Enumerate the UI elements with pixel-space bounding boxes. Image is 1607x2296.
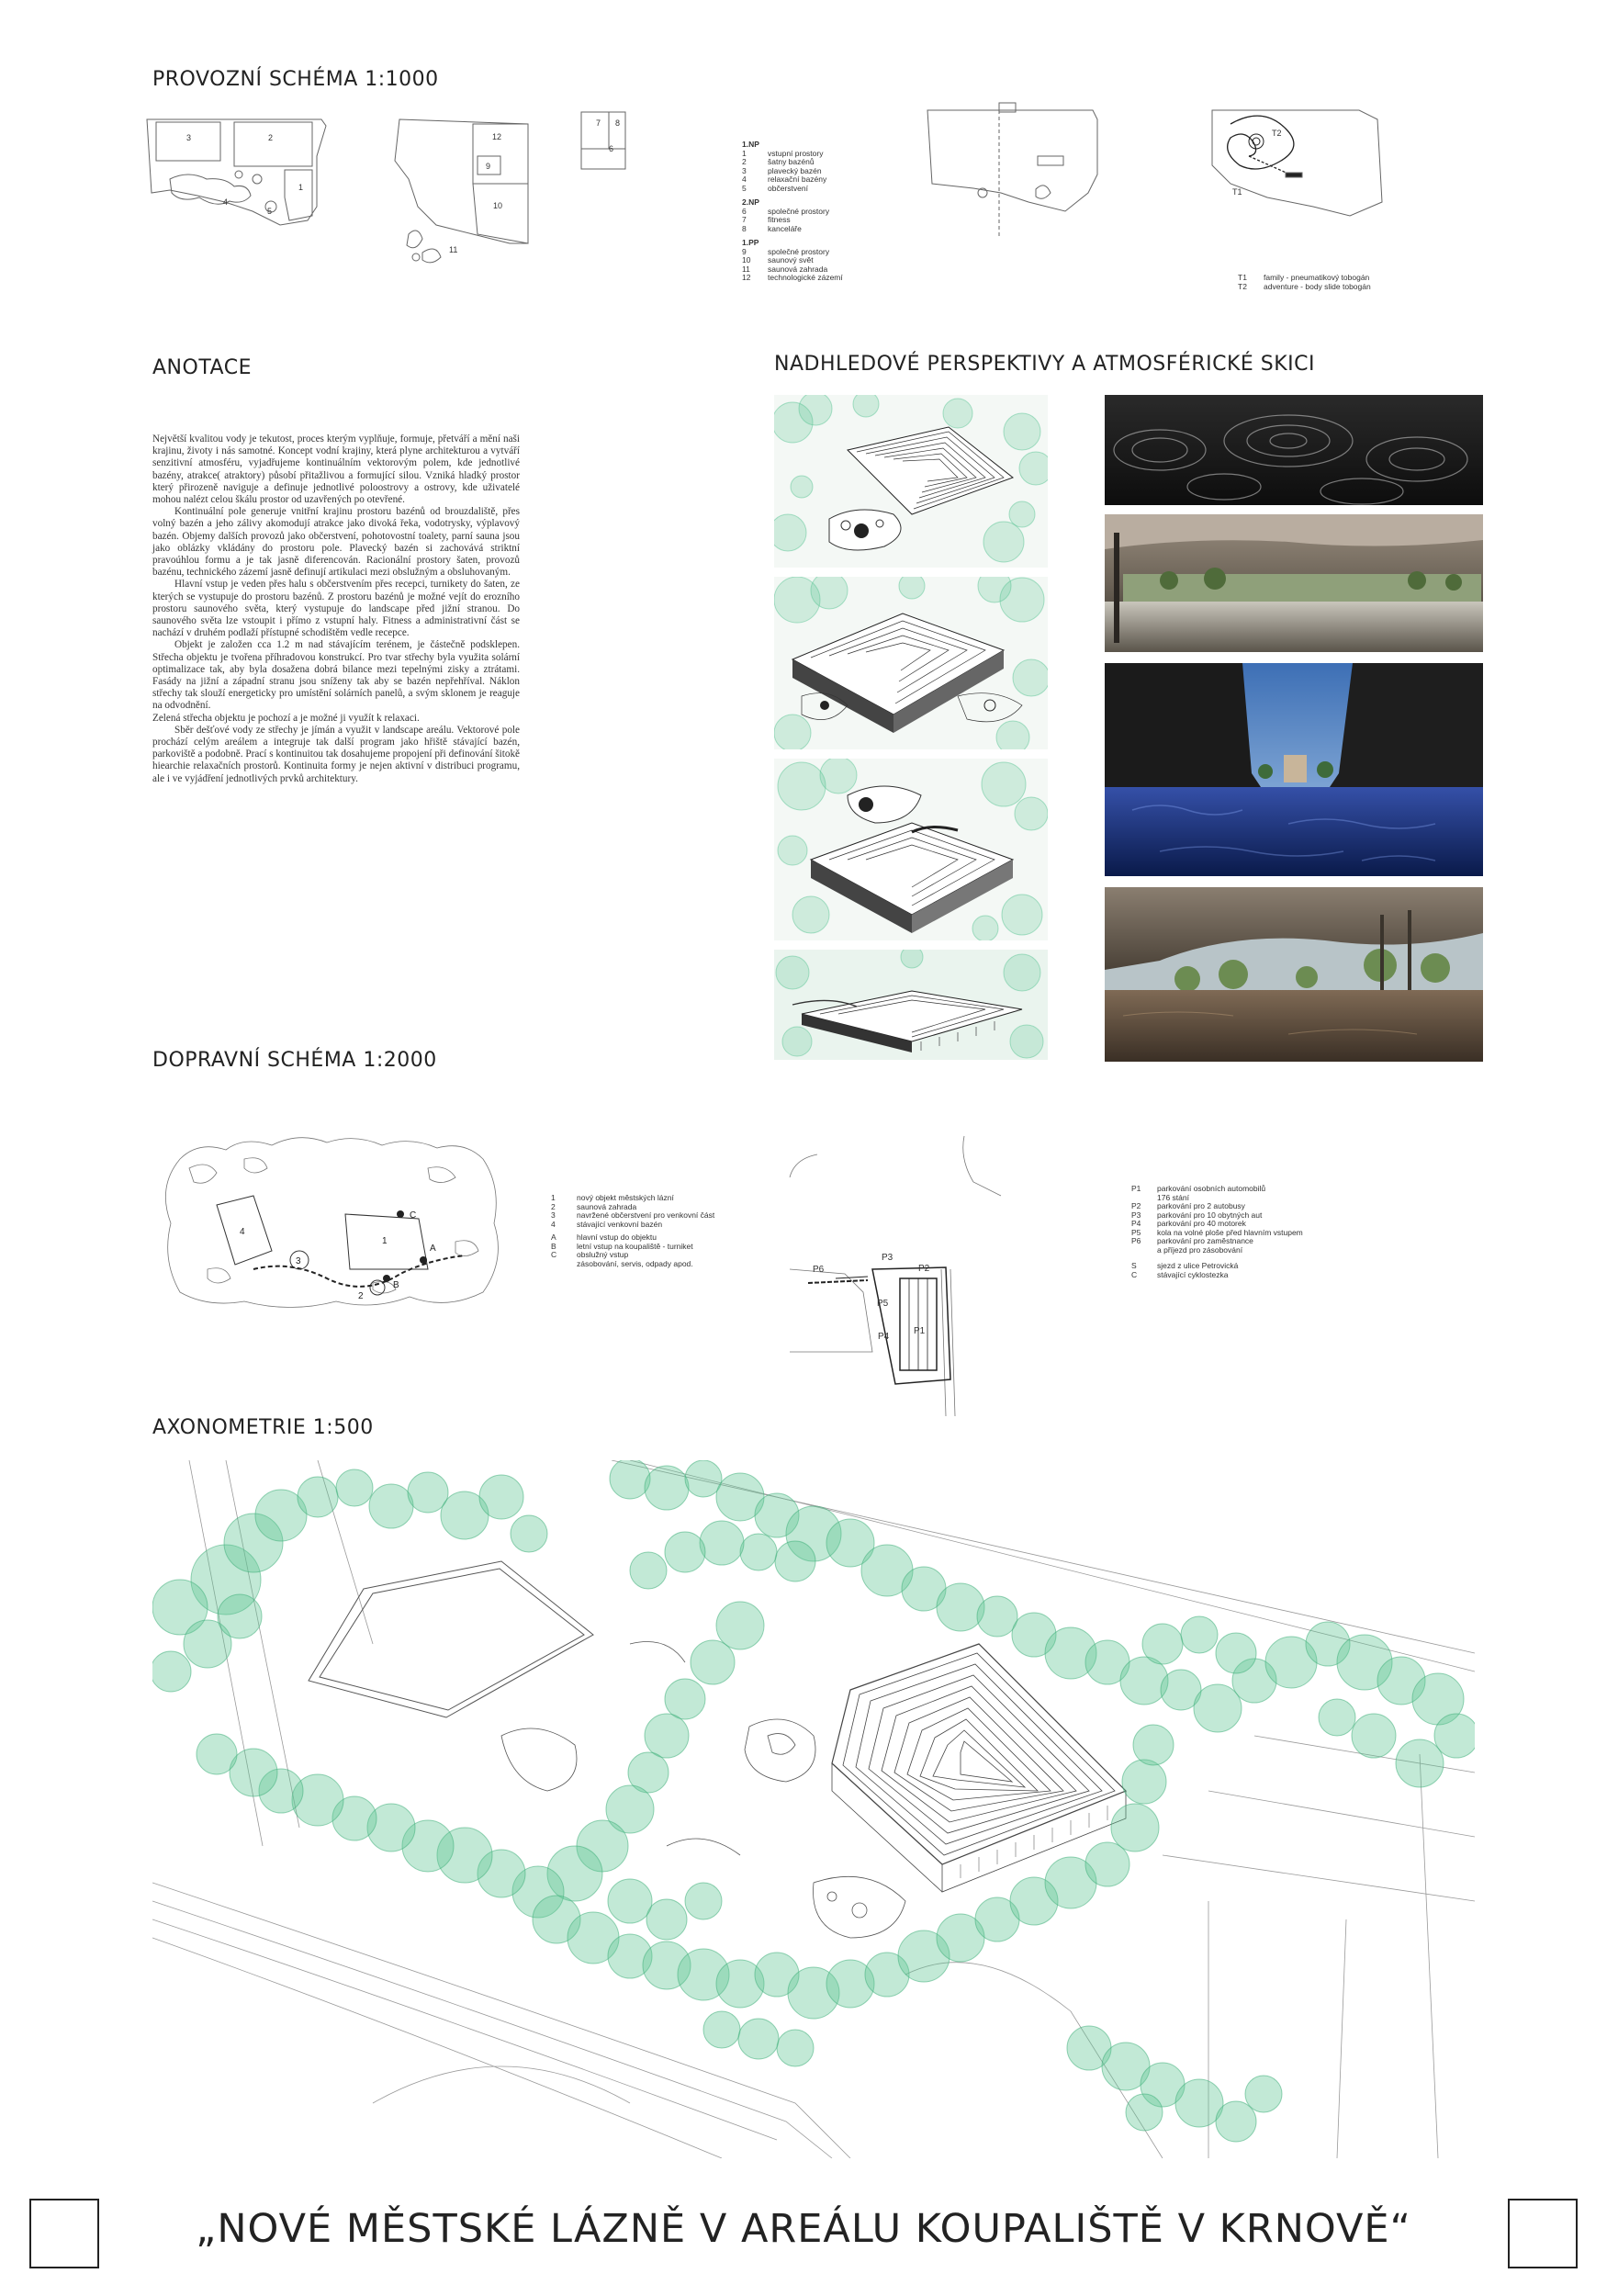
legend-row: C stávající cyklostezka	[1131, 1269, 1229, 1279]
legend-row: 6 společné prostory	[742, 206, 830, 216]
site-label-2: 2	[358, 1291, 364, 1301]
legend-row: 10 saunový svět	[742, 255, 814, 264]
legend-row: 12 technologické zázemí	[742, 273, 843, 282]
legend-row: 4 relaxační bazény	[742, 174, 827, 184]
parking-label-p6: P6	[813, 1265, 825, 1275]
slide-scheme-plans	[918, 101, 1396, 239]
annotation-paragraph-5: Zelená střecha objektu je pochozí a je možné ji využít k relaxaci.	[152, 712, 420, 724]
legend-row: T2 adventure - body slide tobogán	[1238, 281, 1371, 291]
aerial-sketch-1	[774, 395, 1048, 568]
legend-row: P6 parkování pro zaměstnance	[1131, 1236, 1253, 1245]
aerial-sketch-2	[774, 577, 1048, 749]
plan-label-1: 1	[298, 183, 304, 192]
aerial-sketch-3	[774, 759, 1048, 940]
annotation-paragraph-1: Největší kvalitou vody je tekutost, proces kterým vyplňuje, formuje, přetváří a mění naši krajinu, životy i nás samotné. Koncept vodní krajiny, která plyne architekturou a vytváří senzitivní atmosféru, vyjadřujeme kontinuálním vektorovým polem, kde jednotlivé bazény, atrakce( atraktory) působí přitažlivou a formující silou. Vzniká hladký prostor který přirozeně naviguje a definuje jednotlivé poloostrovy a ostrovy, kde uživatelé mohou nalézt celou škálu prostor od uzavřených po otevřené.	[152, 433, 520, 506]
parking-scheme	[781, 1131, 1028, 1416]
transport-legend-1	[551, 1194, 762, 1268]
plan-label-2: 2	[268, 133, 274, 142]
operational-legend	[742, 141, 880, 283]
plan-label-9: 9	[486, 162, 491, 171]
legend-row: 11 saunová zahrada	[742, 264, 828, 274]
legend-row: 3 navržené občerstvení pro venkovní část	[551, 1210, 715, 1220]
legend-row: 4 stávající venkovní bazén	[551, 1219, 663, 1229]
plan-label-11: 11	[449, 245, 458, 254]
legend-section-2np: 2.NP	[742, 197, 759, 207]
legend-row: 1 vstupní prostory	[742, 148, 824, 158]
heading-anotace: ANOTACE	[152, 356, 252, 379]
parking-label-p2: P2	[918, 1264, 930, 1274]
legend-row: P5 kola na volné ploše před hlavním vstupem	[1131, 1227, 1303, 1237]
axonometry-drawing	[152, 1460, 1475, 2158]
plan-label-5: 5	[267, 207, 273, 216]
heading-dopravni: DOPRAVNÍ SCHÉMA 1:2000	[152, 1049, 437, 1072]
site-label-c: C	[410, 1210, 417, 1221]
heading-nadhledove: NADHLEDOVÉ PERSPEKTIVY A ATMOSFÉRICKÉ SKICI	[774, 353, 1315, 376]
plan-label-8: 8	[615, 118, 621, 128]
parking-label-p1: P1	[914, 1326, 926, 1336]
site-label-4: 4	[240, 1227, 245, 1237]
legend-row: P1 parkování osobních automobilů	[1131, 1184, 1266, 1193]
annotation-text	[152, 433, 520, 785]
water-surface-photo	[1105, 395, 1483, 505]
annotation-paragraph-4: Objekt je založen cca 1.2 m nad stávajícím terénem, je částečně podsklepen. Střecha objektu je tvořena příhradovou konstrukcí. Pro tvar střechy byla využita solární optimalizace tak, aby byla dosažena dobrá bilance mezi tepelnými zisky a ztrátami. Fasády na jižní a západní stranu jsou sníženy tak aby se bazén nepřehříval. Náklon střechy tak slouží energeticky pro umístění solárních panelů, a svým sklonem je reaguje na odvodnění.	[152, 639, 520, 712]
legend-row: 9 společné prostory	[742, 246, 830, 256]
aerial-sketch-4	[774, 950, 1048, 1060]
tree-canopy	[152, 1460, 1475, 2142]
legend-row: P3 parkování pro 10 obytných aut	[1131, 1210, 1263, 1220]
annotation-paragraph-6: Sběr dešťové vody ze střechy je jímán a využit v landscape areálu. Vektorové pole prochází celým areálem a integruje tak další program jako hřiště stávající bazén, parkoviště a podobně. Prací s kontinuitou tak dosahujeme propojení při definování šitokě hiearchie relaxačních prostorů. Kontinuita formy je nejen aktivní v distribuci programu, ale i ve vyjádření jednotlivých prvků architektury.	[152, 724, 520, 784]
site-label-a: A	[430, 1244, 436, 1254]
interior-pool-photo-1	[1105, 514, 1483, 652]
legend-row: P2 parkování pro 2 autobusy	[1131, 1201, 1245, 1210]
legend-row: 5 občerstvení	[742, 183, 808, 193]
parking-label-p5: P5	[877, 1299, 889, 1309]
site-label-1: 1	[382, 1236, 388, 1246]
tobogan-legend	[1238, 274, 1422, 291]
legend-row: T1 family - pneumatikový tobogán	[1238, 273, 1370, 282]
legend-section-1pp: 1.PP	[742, 238, 759, 247]
plan-label-t2: T2	[1272, 129, 1282, 138]
site-label-3: 3	[296, 1256, 301, 1266]
site-label-b: B	[393, 1280, 399, 1290]
legend-row: S sjezd z ulice Petrovická	[1131, 1261, 1239, 1270]
legend-row: 1 nový objekt městských lázní	[551, 1193, 674, 1202]
legend-row: C obslužný vstup	[551, 1250, 629, 1259]
legend-row: 176 stání	[1157, 1192, 1189, 1202]
legend-row: 8 kanceláře	[742, 223, 802, 233]
plan-label-10: 10	[493, 201, 503, 210]
legend-section-1np: 1.NP	[742, 140, 759, 149]
legend-row: A hlavní vstup do objektu	[551, 1232, 657, 1242]
transport-scheme-site	[152, 1131, 520, 1315]
legend-row: a příjezd pro zásobování	[1157, 1244, 1243, 1255]
interior-pool-photo-2	[1105, 887, 1483, 1062]
legend-row: zásobování, servis, odpady apod.	[577, 1258, 693, 1268]
annotation-paragraph-3: Hlavní vstup je veden přes halu s občerstvením přes recepci, turnikety do šaten, ze kterých se vystupuje do prostoru bazénů. Z prostoru bazénů je možné vejít do erozního prostoru saunového světa, který vystupuje do landscape před jižní stranou. Do saunového světa lze vstoupit i přímo z vstupní haly. Fitness a administrativní část se nachází v druhém podlaží přístupné schodištěm vedle recepce.	[152, 579, 520, 639]
legend-row: 2 saunová zahrada	[551, 1201, 637, 1211]
legend-row: P4 parkování pro 40 motorek	[1131, 1219, 1246, 1228]
page-title: „NOVÉ MĚSTSKÉ LÁZNĚ V AREÁLU KOUPALIŠTĚ V KRNOVĚ“	[196, 2206, 1411, 2252]
plan-label-4: 4	[223, 197, 229, 207]
plan-label-3: 3	[186, 133, 192, 142]
annotation-paragraph-2: Kontinuální pole generuje vnitřní krajinu prostoru bazénů od brouzdaliště, přes volný bazén a jeho zálivy akomodují atrakce jako divoká řeka, vodotrysky, výplavový bazén. Objemy dalších provozů jako občerstvení, pohotovostní toalety, parní sauna jsou jako oblázky vkládány do prostoru pole. Plavecký bazén si zachovává striktní pravoúhlou formu a je tak jasně diferencován. Racionální prostory šaten, provozů bazénu, technického zázemí jasně definují artikulaci mezi obslužným a obsluhovaným.	[152, 506, 520, 579]
plan-label-t1: T1	[1232, 187, 1242, 197]
heading-axonometrie: AXONOMETRIE 1:500	[152, 1416, 374, 1439]
parking-label-p3: P3	[882, 1253, 893, 1263]
legend-row: 7 fitness	[742, 215, 791, 224]
legend-row: 2 šatny bazénů	[742, 157, 815, 166]
transport-legend-2	[1131, 1185, 1370, 1279]
legend-row: 3 plavecký bazén	[742, 165, 822, 175]
canyon-pool-photo	[1105, 663, 1483, 876]
plan-label-6: 6	[609, 144, 614, 153]
legend-row: B letní vstup na koupaliště - turniket	[551, 1241, 693, 1251]
parking-label-p4: P4	[878, 1332, 890, 1342]
plan-label-7: 7	[596, 118, 601, 128]
heading-provozni: PROVOZNÍ SCHÉMA 1:1000	[152, 68, 439, 91]
plan-label-12: 12	[492, 132, 502, 141]
